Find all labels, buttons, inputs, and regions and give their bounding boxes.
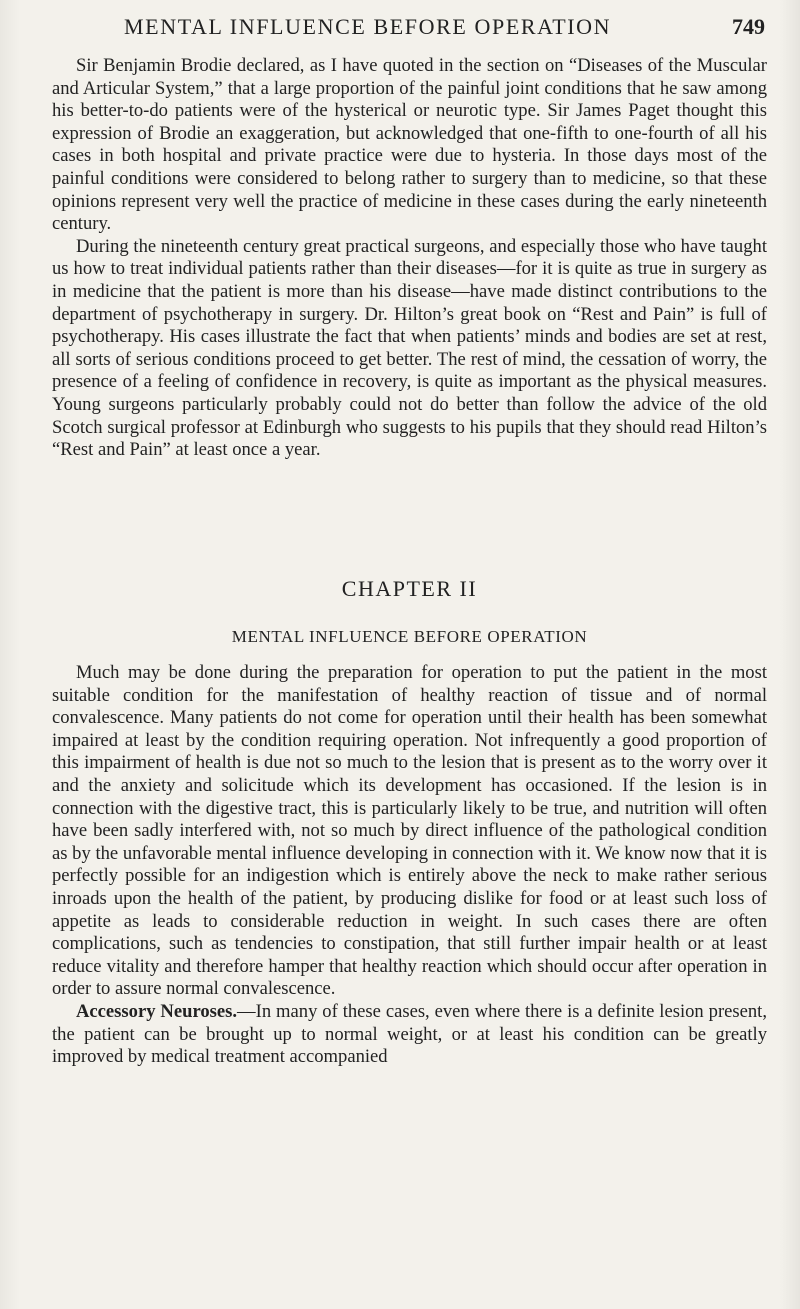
paragraph-text: —In many of these cases, even where there is a definite lesion present, the patient can be brought up to normal weight, or at least his condition can be greatly improved by medical treatment accompanied — [52, 1000, 767, 1068]
paragraph: Much may be done during the preparation for operation to put the patient in the most suitable condition for the manifestation of healthy reaction of tissue and of normal convalescence. Many patients do not come for operation until their health has been somewhat impaired at least by the condition requiring operation. Not infrequently a good proportion of this impairment of health is due not so much to the lesion that is present as to the worry over it and the anxiety and solicitude which its development has occasioned. If the lesion is in connection with the digestive tract, this is particularly likely to be true, and nutrition will often have been sadly interfered with, not so much by direct influence of the pathological condition as by the unfavorable mental influence developing in connection with it. We know now that it is perfectly possible for an indigestion which is entirely above the neck to make rather serious inroads upon the health of the patient, by producing dislike for food or at least such loss of appetite as leads to considerable reduction in weight. In such cases there are often complications, such as tendencies to constipation, that still further impair health or at least reduce vitality and therefore hamper that healthy reaction which should occur after operation in order to assure normal convalescence. — [52, 662, 767, 1000]
section-heading: Accessory Neuroses. — [76, 1000, 238, 1022]
paragraph: Sir Benjamin Brodie declared, as I have quoted in the section on “Diseases of the Muscular and Articular System,” that a large proportion of the painful joint conditions that he saw among his better-to-do patients were of the hysterical or neurotic type. Sir James Paget thought this expression of Brodie an exaggeration, but acknowledged that one-fifth to one-fourth of all his cases in both hospital and private practice were due to hysteria. In those days most of the painful conditions were considered to belong rather to surgery than to medicine, so that these opinions represent very well the practice of medicine in these cases during the early nineteenth century. — [52, 55, 767, 235]
paragraph — [52, 1001, 767, 1069]
body-text-top — [52, 55, 767, 462]
body-text-bottom — [52, 662, 767, 1069]
chapter-title: MENTAL INFLUENCE BEFORE OPERATION — [231, 627, 588, 646]
running-head — [0, 14, 800, 44]
chapter-number: CHAPTER II — [341, 576, 478, 601]
running-title: MENTAL INFLUENCE BEFORE OPERATION — [124, 14, 612, 39]
paragraph: During the nineteenth century great practical surgeons, and especially those who have taught us how to treat individual patients rather than their diseases—for it is quite as true in surgery as in medicine that the patient is more than his disease—have made distinct contributions to the department of psychotherapy in surgery. Dr. Hilton’s great book on “Rest and Pain” is full of psychotherapy. His cases illustrate the fact that when patients’ minds and bodies are set at rest, all sorts of serious conditions proceed to get better. The rest of mind, the cessation of worry, the presence of a feeling of confidence in recovery, is quite as important as the physical measures. Young surgeons particularly probably could not do better than follow the advice of the old Scotch surgical professor at Edinburgh who suggests to his pupils that they should read Hilton’s “Rest and Pain” at least once a year. — [52, 235, 767, 461]
page-number: 749 — [732, 14, 765, 39]
